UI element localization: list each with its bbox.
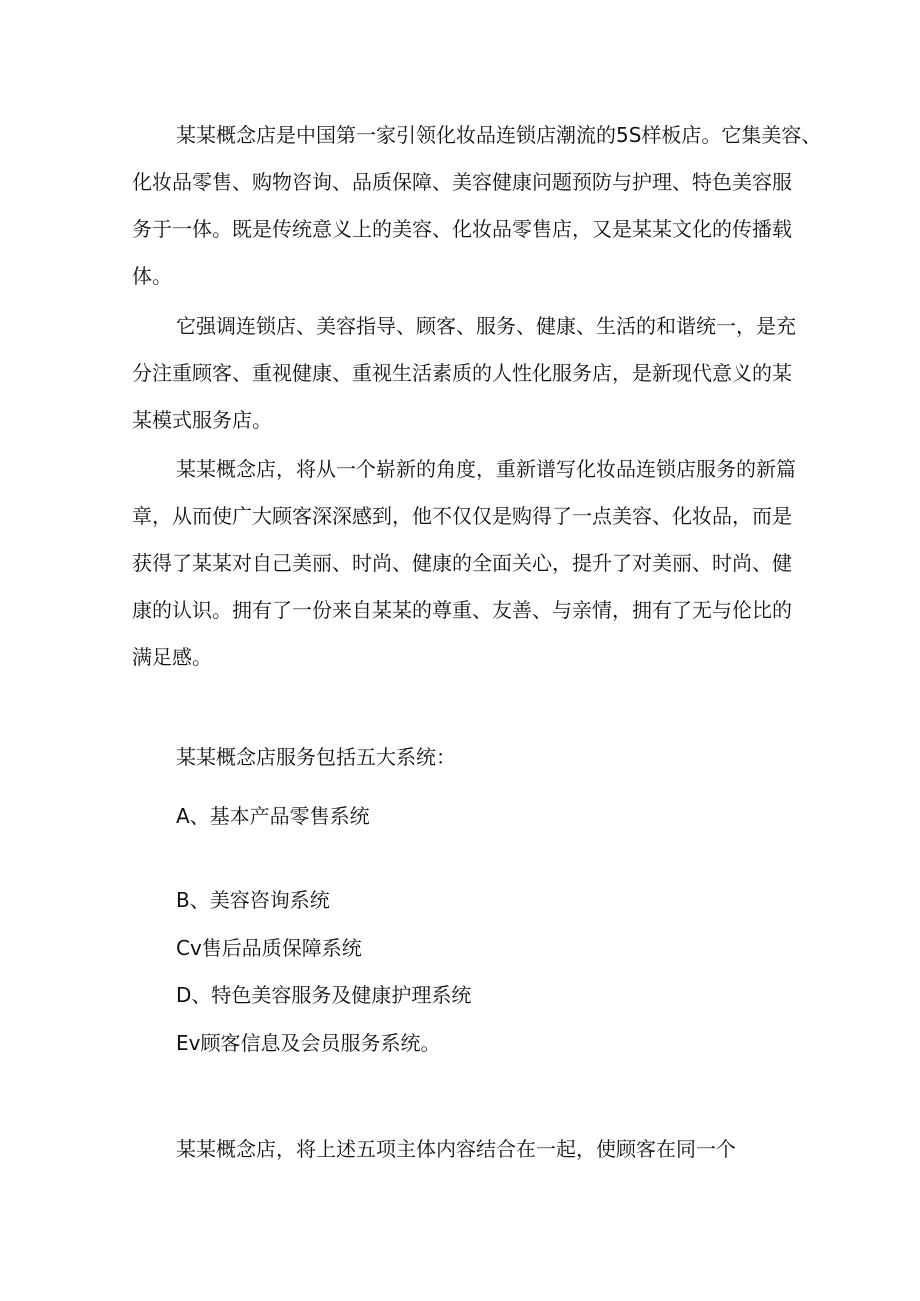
text-line: 体。 xyxy=(132,264,172,288)
text-line: 化妆品零售、购物咨询、品质保障、美容健康问题预防与护理、特色美容服 xyxy=(132,170,792,194)
text-line: 章，从而使广大顾客深深感到，他不仅仅是购得了一点美容、化妆品，而是 xyxy=(132,504,792,528)
systems-intro: 某某概念店服务包括五大系统： xyxy=(176,745,456,769)
closing-line: 某某概念店，将上述五项主体内容结合在一起，使顾客在同一个 xyxy=(176,1137,736,1161)
paragraph-emphasis xyxy=(132,303,796,444)
system-item-d: D、特色美容服务及健康护理系统 xyxy=(176,983,472,1007)
paragraph-intro xyxy=(132,112,822,300)
text-line: 满足感。 xyxy=(132,645,212,669)
system-item-b: B、美容咨询系统 xyxy=(176,888,330,912)
text-line: 它强调连锁店、美容指导、顾客、服务、健康、生活的和谐统一，是充 xyxy=(176,314,796,338)
text-line: 某某概念店是中国第一家引领化妆品连锁店潮流的5S样板店。它集美容、 xyxy=(176,123,822,147)
paragraph-vision xyxy=(132,446,796,681)
text-line: 康的认识。拥有了一份来自某某的尊重、友善、与亲情，拥有了无与伦比的 xyxy=(132,598,792,622)
system-item-a: A、基本产品零售系统 xyxy=(176,804,370,828)
system-item-e: Ev顾客信息及会员服务系统。 xyxy=(176,1031,441,1055)
text-line: 务于一体。既是传统意义上的美容、化妆品零售店，又是某某文化的传播载 xyxy=(132,217,792,241)
text-line: 获得了某某对自己美丽、时尚、健康的全面关心，提升了对美丽、时尚、健 xyxy=(132,551,792,575)
text-line: 某某概念店，将从一个崭新的角度，重新谱写化妆品连锁店服务的新篇 xyxy=(176,457,796,481)
text-line: 某模式服务店。 xyxy=(132,408,272,432)
text-line: 分注重顾客、重视健康、重视生活素质的人性化服务店，是新现代意义的某 xyxy=(132,361,792,385)
system-item-c: Cv售后品质保障系统 xyxy=(176,936,362,960)
